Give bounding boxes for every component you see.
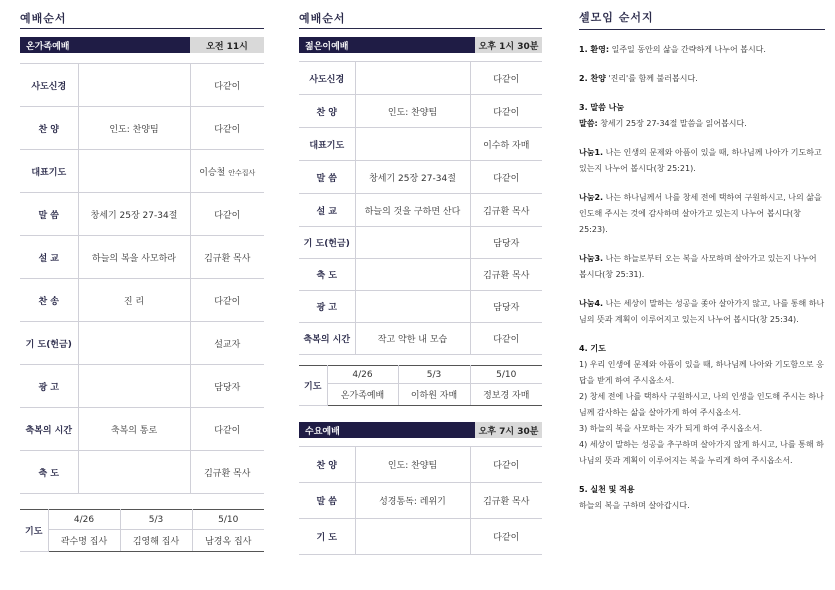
service-name: 온가족예배 xyxy=(20,37,190,53)
order-leader: 김규환 목사 xyxy=(470,259,542,291)
order-content xyxy=(355,291,470,323)
order-row xyxy=(20,451,264,494)
order-leader: 이수하 자매 xyxy=(470,128,542,161)
cell-meeting-guide xyxy=(579,10,825,527)
prayer-dates-row xyxy=(20,510,264,530)
order-leader: 설교자 xyxy=(190,322,264,365)
prayer-item: 4) 세상이 말하는 성공을 추구하며 살아가지 않게 하시고, 나를 통해 하나님의 뜻과 계획이 이루어지는 복을 누리게 하여 주시옵소서. xyxy=(579,440,824,465)
step-heading: 5. 실천 및 적용 xyxy=(579,485,635,494)
prayer-label: 기도 xyxy=(299,366,327,406)
question-text: 나는 하나님께서 나를 창세 전에 택하여 구원하시고, 나의 삶을 인도해 주시는 것에 감사하며 살아가고 있는지 나누어 봅시다(창 25:23). xyxy=(579,193,822,234)
order-label: 대표기도 xyxy=(299,128,355,161)
order-row xyxy=(299,227,542,259)
order-label: 말 씀 xyxy=(299,483,355,519)
order-content xyxy=(78,150,190,193)
service-name: 수요예배 xyxy=(299,422,475,438)
order-row xyxy=(20,322,264,365)
order-leader: 다같이 xyxy=(190,279,264,322)
question-text: 나는 세상이 말하는 성공을 좇아 살아가지 않고, 나를 통해 하나님의 뜻과 계획이 이루어지고 있는지 나누어 봅시다(창 25:34). xyxy=(579,299,825,324)
prayer-name: 남경옥 집사 xyxy=(192,530,264,552)
question-heading: 나눔1. xyxy=(579,148,604,157)
order-label: 광 고 xyxy=(299,291,355,323)
order-leader: 다같이 xyxy=(470,323,542,355)
order-leader: 담당자 xyxy=(190,365,264,408)
order-leader: 김규환 목사 xyxy=(190,451,264,494)
order-content xyxy=(78,64,190,107)
order-leader: 김규환 목사 xyxy=(470,194,542,227)
order-label: 사도신경 xyxy=(20,64,78,107)
order-content: 인도: 찬양팀 xyxy=(355,95,470,128)
order-content xyxy=(78,451,190,494)
prayer-name: 김영해 집사 xyxy=(120,530,192,552)
order-label: 축 도 xyxy=(299,259,355,291)
order-leader: 김규환 목사 xyxy=(470,483,542,519)
prayer-item: 1) 우리 인생에 문제와 아픔이 있을 때, 하나님께 나아와 기도함으로 응답을 받게 하여 주시옵소서. xyxy=(579,360,824,385)
prayer-date: 4/26 xyxy=(48,510,120,530)
step-text: 하늘의 복을 구하며 살아갑시다. xyxy=(579,501,690,510)
order-row xyxy=(20,408,264,451)
order-content: 인도: 찬양팀 xyxy=(78,107,190,150)
order-label: 사도신경 xyxy=(299,62,355,95)
order-content: 창세기 25장 27-34절 xyxy=(78,193,190,236)
order-label: 찬 양 xyxy=(299,447,355,483)
col1-title: 예배순서 xyxy=(20,12,67,25)
step-text: 일주일 동안의 삶을 간략하게 나누어 봅시다. xyxy=(609,45,766,54)
prayer-date: 5/10 xyxy=(470,366,542,384)
order-leader: 다같이 xyxy=(190,107,264,150)
prayer-name: 정보경 자매 xyxy=(470,384,542,406)
question-heading: 나눔3. xyxy=(579,254,604,263)
service-time: 오후 7시 30분 xyxy=(475,422,542,438)
order-row xyxy=(299,291,542,323)
order-leader xyxy=(190,150,264,193)
order-leader: 다같이 xyxy=(470,95,542,128)
order-label: 설 교 xyxy=(20,236,78,279)
sharing-question-4 xyxy=(579,296,825,328)
order-leader: 다같이 xyxy=(470,447,542,483)
order-leader: 다같이 xyxy=(190,408,264,451)
scripture-text: 창세기 25장 27-34절 말씀을 읽어봅시다. xyxy=(597,119,747,128)
family-service-order-table xyxy=(20,63,264,494)
order-row xyxy=(20,279,264,322)
step-application xyxy=(579,482,825,514)
prayer-name: 이하원 자매 xyxy=(398,384,470,406)
order-content: 성경통독: 레위기 xyxy=(355,483,470,519)
order-label: 찬 양 xyxy=(299,95,355,128)
step-prayer xyxy=(579,341,825,469)
youth-prayer-schedule xyxy=(299,365,542,406)
order-label: 축복의 시간 xyxy=(20,408,78,451)
service-time: 오전 11시 xyxy=(190,37,264,53)
sharing-question-1 xyxy=(579,145,825,177)
step-praise xyxy=(579,71,825,87)
col2-title-rule xyxy=(299,28,542,29)
order-row xyxy=(299,259,542,291)
order-row xyxy=(299,62,542,95)
order-content xyxy=(78,365,190,408)
order-leader: 다같이 xyxy=(470,161,542,194)
order-row xyxy=(20,236,264,279)
order-label: 말 씀 xyxy=(299,161,355,194)
order-leader: 다같이 xyxy=(190,64,264,107)
order-label: 축복의 시간 xyxy=(299,323,355,355)
order-label: 광 고 xyxy=(20,365,78,408)
step-heading: 2. 찬양 xyxy=(579,74,606,83)
sharing-question-3 xyxy=(579,251,825,283)
order-content xyxy=(355,259,470,291)
order-content: 축복의 통로 xyxy=(78,408,190,451)
youth-service-order-table xyxy=(299,61,542,355)
order-content xyxy=(355,519,470,555)
cell-guide-title: 셀모임 순서지 xyxy=(579,10,825,30)
order-row xyxy=(299,519,542,555)
service-name: 젊은이예배 xyxy=(299,37,475,53)
question-heading: 나눔2. xyxy=(579,193,604,202)
order-label: 대표기도 xyxy=(20,150,78,193)
order-content xyxy=(355,227,470,259)
prayer-names-row xyxy=(20,530,264,552)
order-row xyxy=(20,107,264,150)
prayer-date: 5/3 xyxy=(398,366,470,384)
order-label: 기 도 xyxy=(299,519,355,555)
order-leader: 다같이 xyxy=(470,519,542,555)
order-row xyxy=(20,193,264,236)
order-leader: 담당자 xyxy=(470,227,542,259)
order-row xyxy=(299,95,542,128)
order-row xyxy=(299,161,542,194)
step-heading: 4. 기도 xyxy=(579,344,606,353)
wednesday-service-header xyxy=(299,422,542,438)
prayer-date: 5/10 xyxy=(192,510,264,530)
question-text: 나는 하늘로부터 오는 복을 사모하며 살아가고 있는지 나누어 봅시다(창 25:31). xyxy=(579,254,817,279)
family-prayer-schedule xyxy=(20,509,264,552)
order-label: 찬 송 xyxy=(20,279,78,322)
order-label: 기 도(헌금) xyxy=(20,322,78,365)
order-row xyxy=(299,128,542,161)
prayer-names-row xyxy=(299,384,542,406)
order-label: 축 도 xyxy=(20,451,78,494)
prayer-item: 3) 하늘의 복을 사모하는 자가 되게 하여 주시옵소서. xyxy=(579,424,763,433)
order-content: 창세기 25장 27-34절 xyxy=(355,161,470,194)
order-content xyxy=(355,128,470,161)
prayer-dates-row xyxy=(299,366,542,384)
order-row xyxy=(299,323,542,355)
order-label: 찬 양 xyxy=(20,107,78,150)
order-content xyxy=(78,322,190,365)
order-leader: 김규환 목사 xyxy=(190,236,264,279)
service-time: 오후 1시 30분 xyxy=(475,37,542,53)
wednesday-service-order-table xyxy=(299,446,542,555)
col1-title-rule xyxy=(20,28,264,29)
order-label: 말 씀 xyxy=(20,193,78,236)
youth-service-header xyxy=(299,37,542,53)
order-leader: 담당자 xyxy=(470,291,542,323)
prayer-item: 2) 창세 전에 나를 택하사 구원하시고, 나의 인생을 인도해 주시는 하나님께 감사하는 삶을 살아가게 하여 주시옵소서. xyxy=(579,392,824,417)
order-content xyxy=(355,62,470,95)
order-content: 작고 약한 내 모습 xyxy=(355,323,470,355)
sharing-question-2 xyxy=(579,190,825,238)
order-leader: 다같이 xyxy=(190,193,264,236)
question-text: 나는 인생의 문제와 아픔이 있을 때, 하나님께 나아가 기도하고 있는지 나누어 봅시다(창 25:21). xyxy=(579,148,822,173)
step-heading: 1. 환영: xyxy=(579,45,610,54)
order-row xyxy=(299,194,542,227)
order-row xyxy=(20,150,264,193)
question-heading: 나눔4. xyxy=(579,299,604,308)
prayer-date: 4/26 xyxy=(327,366,398,384)
prayer-name: 온가족예배 xyxy=(327,384,398,406)
order-content: 인도: 찬양팀 xyxy=(355,447,470,483)
scripture-label: 말씀: xyxy=(579,119,598,128)
prayer-label: 기도 xyxy=(20,510,48,552)
order-row xyxy=(20,64,264,107)
prayer-date: 5/3 xyxy=(120,510,192,530)
family-service-header xyxy=(20,37,264,53)
order-label: 설 교 xyxy=(299,194,355,227)
order-content: 하늘의 것을 구하면 산다 xyxy=(355,194,470,227)
step-heading: 3. 말씀 나눔 xyxy=(579,103,625,112)
order-content: 하늘의 복을 사모하라 xyxy=(78,236,190,279)
order-row xyxy=(299,447,542,483)
order-label: 기 도(헌금) xyxy=(299,227,355,259)
order-row xyxy=(299,483,542,519)
leader-title: 안수집사 xyxy=(228,168,256,177)
order-row xyxy=(20,365,264,408)
order-content: 진 리 xyxy=(78,279,190,322)
leader-name: 이승철 xyxy=(199,167,226,178)
col2-title: 예배순서 xyxy=(299,12,346,25)
step-word-sharing xyxy=(579,100,825,132)
order-leader: 다같이 xyxy=(470,62,542,95)
prayer-name: 곽수명 집사 xyxy=(48,530,120,552)
step-welcome xyxy=(579,42,825,58)
step-text: '진리'를 함께 불러봅시다. xyxy=(605,74,698,83)
